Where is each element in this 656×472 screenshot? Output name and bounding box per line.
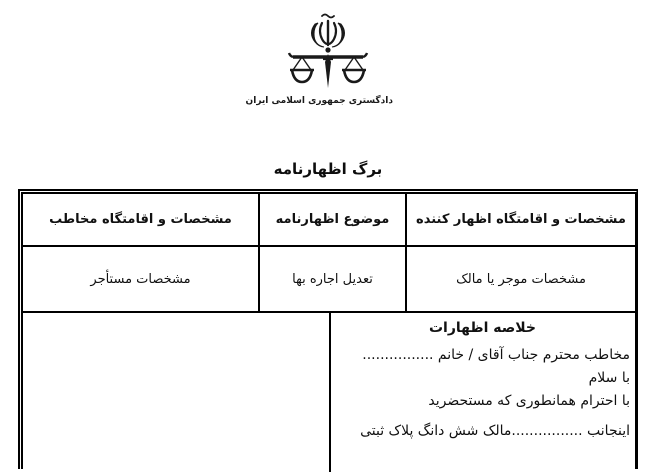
header-subject: موضوع اظهارنامه: [258, 194, 405, 245]
details-declarant: مشخصات موجر یا مالک: [405, 247, 635, 311]
header-addressee: مشخصات و اقامتگاه مخاطب: [49, 212, 232, 227]
allah-emblem-icon: [312, 15, 345, 48]
statement-line: اینجانب ................مالک شش دانگ پلاک ثبتی: [360, 423, 630, 439]
header-declarant: مشخصات و اقامتگاه اظهار کننده: [405, 194, 635, 245]
judiciary-logo: [245, 12, 393, 116]
statements-cell: [329, 313, 635, 472]
statements-empty-cell: [23, 313, 329, 472]
statements-heading: خلاصه اظهارات: [428, 320, 537, 336]
statement-line: با سلام: [588, 370, 630, 386]
scales-of-justice-icon: [273, 12, 383, 98]
table-statements-row: [23, 313, 635, 472]
details-addressee: مشخصات مستأجر: [90, 271, 191, 287]
table-header-row: [23, 194, 635, 247]
logo-caption: دادگستری جمهوری اسلامی ایران: [245, 96, 393, 106]
scale-knob: [325, 47, 330, 52]
details-subject: تعدیل اجاره بها: [258, 247, 405, 311]
sword-icon: [323, 54, 333, 88]
declaration-table: [18, 189, 638, 469]
table-details-row: [23, 247, 635, 313]
statement-line: مخاطب محترم جناب آقای / خانم ................: [362, 347, 630, 363]
statement-line: با احترام همانطوری که مستحضرید: [428, 393, 630, 409]
page-title: برگ اظهارنامه: [273, 160, 383, 178]
